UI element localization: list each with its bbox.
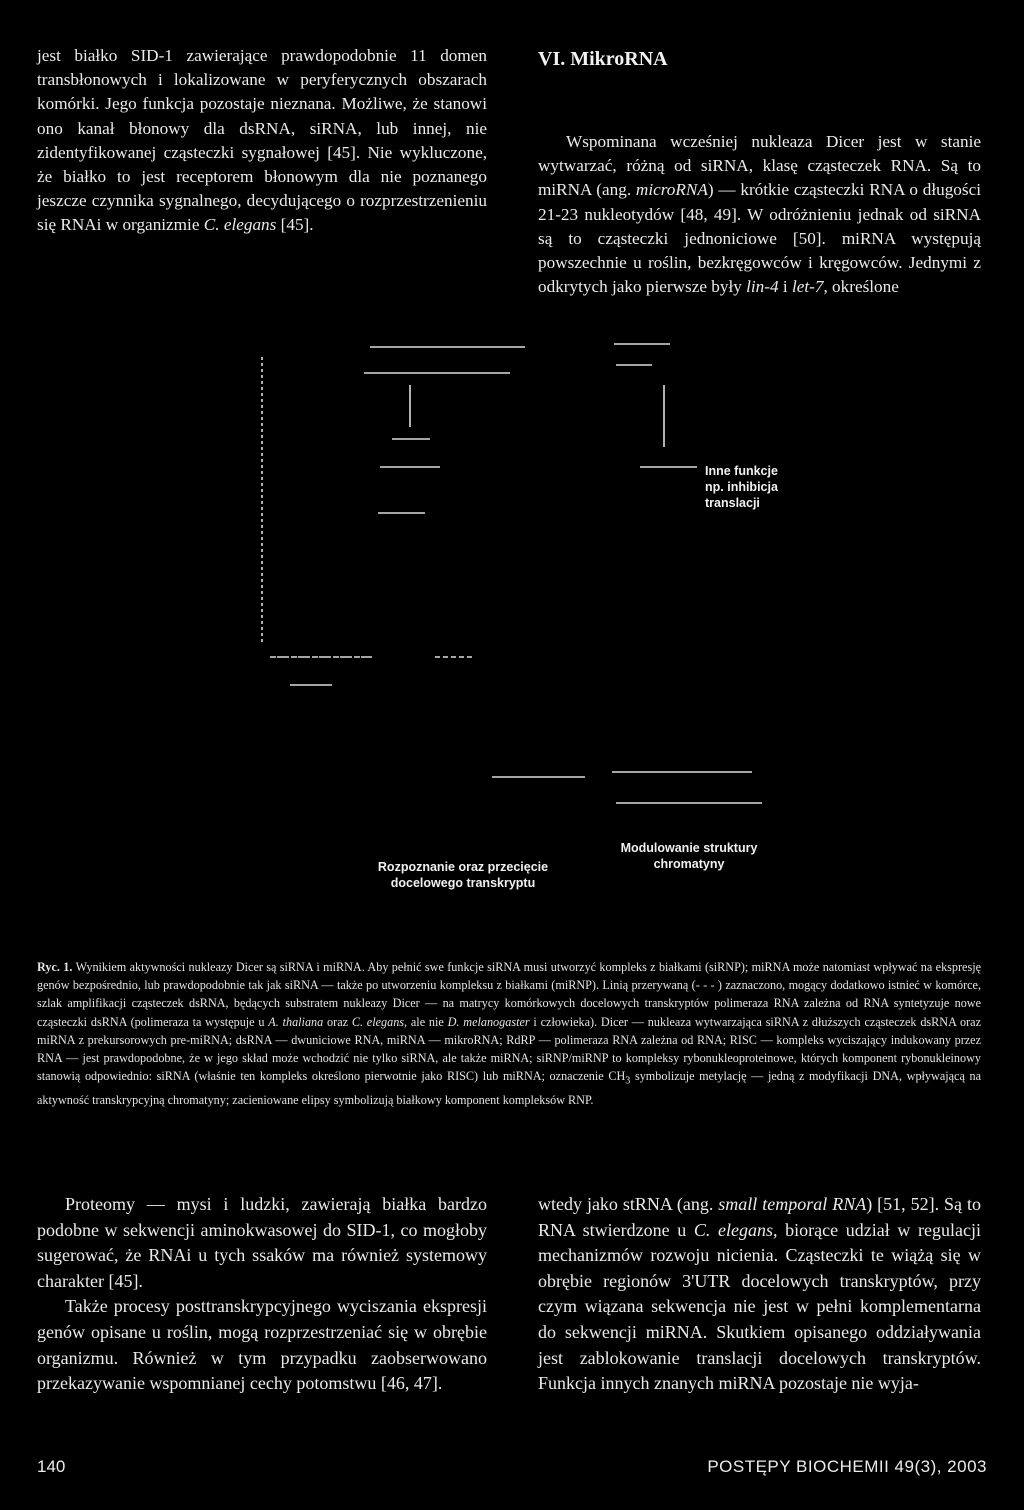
paragraph: Proteomy — mysi i ludzki, zawierają białka bardzo podobne w sekwencji aminokwasowej do SID-1, co mogłoby sugerować, że RNAi u tych ssaków ma również systemowy charakter [45]. [37, 1194, 487, 1291]
label-target-recognition: Rozpoznanie oraz przecięcie docelowego transkryptu [377, 860, 549, 890]
bottom-left-column [37, 1192, 487, 1397]
figure-caption: Ryc. 1. Wynikiem aktywności nukleazy Dicer są siRNA i miRNA. Aby pełnić swe funkcje siRNA musi utworzyć kompleks z białkami (siRNP); miRNA może natomiast wpływać na ekspresję genów bezpośrednio, lub prawdopodobnie tak jak siRNA — także po utworzeniu kompleksu z białkami (miRNP). Linią przerywaną (- - - ) zaznaczono, mogący dodatkowo istnieć w komórce, szlak amplifikacji cząsteczek dsRNA, będących substratem nukleazy Dicer — na matrycy komórkowych docelowych transkryptów polimeraza RNA zależna od RNA syntetyzuje nowe cząsteczki dsRNA (polimeraza ta występuje u A. thaliana oraz C. elegans, ale nie D. melanogaster i człowieka). Dicer — nukleaza wytwarzająca siRNA z dłuższych cząsteczek dsRNA oraz miRNA z prekursorowych pre-miRNA; dsRNA — dwuniciowe RNA, miRNA — mikroRNA; RdRP — polimeraza RNA zależna od RNA; RISC — kompleks wyciszający indukowany przez RNA — jest prawdopodobne, że w jego skład może wchodzić nie tylko siRNA, ale także miRNA; siRNP/miRNP to kompleksy rybonukleoproteinowe, których komponent rybonukleinowy stanowią odpowiednio: siRNA (właśnie ten kompleks określono pierwotnie jako RISC) lub miRNA; oznaczenie $CH_3$ symbolizuje metylację — jedną z modyfikacji DNA, wpływającą na aktywność transkrypcyjną chromatyny; zacieniowane elipsy symbolizują białkowy komponent kompleksów RNP. [37, 960, 982, 1107]
figure-diagram [0, 335, 1024, 945]
paragraph: wtedy jako stRNA (ang. small temporal RNA) [51, 52]. Są to RNA stwierdzone u C. elegans, biorące udział w regulacji mechanizmów rozwoju nicienia. Cząsteczki te wiążą się w obrębie regionów 3'UTR docelowych transkryptów, przy czym wiązana sekwencja nie jest w pełni komplementarna do sekwencji miRNA. Skutkiem opisanego oddziaływania jest zablokowanie translacji docelowych transkryptów. Funkcja innych znanych miRNA pozostaje nie wyja- [538, 1194, 981, 1394]
page-number: 140 [37, 1457, 66, 1476]
paragraph: Także procesy posttranskrypcyjnego wyciszania ekspresji genów opisane u roślin, mogą rozprzestrzeniać się w obrębie organizmu. Również w tym przypadku zaobserwowano przekazywanie wspomnianej cechy potomstwu [46, 47]. [37, 1296, 487, 1394]
bottom-right-column [538, 1192, 981, 1397]
label-other-functions: Inne funkcje np. inhibicja translacji [705, 464, 778, 510]
paragraph: Wspominana wcześniej nukleaza Dicer jest w stanie wytwarzać, różną od siRNA, klasę cząsteczek RNA. Są to miRNA (ang. microRNA) — krótkie cząsteczki RNA o długości 21-23 nukleotydów [48, 49]. W odróżnieniu jednak od siRNA są to cząsteczki jednoniciowe [50]. miRNA występują powszechnie u roślin, bezkręgowców i kręgowców. Jednymi z odkrytych jako pierwsze były lin-4 i let-7, określone [538, 132, 981, 297]
top-left-column [37, 44, 487, 238]
top-right-column [538, 130, 981, 299]
figure-1 [0, 335, 1024, 945]
section-heading: VI. MikroRNA [538, 48, 668, 70]
label-chromatin-modulation: Modulowanie struktury chromatyny [620, 841, 758, 871]
paragraph: jest białko SID-1 zawierające prawdopodobnie 11 domen transbłonowych i lokalizowane w peryferycznych obszarach komórki. Jego funkcja pozostaje nieznana. Możliwe, że stanowi ono kanał błonowy dla dsRNA, siRNA, lub innej, nie zidentyfikowanej cząsteczki sygnałowej [45]. Nie wykluczone, że białko to jest receptorem błonowym dla nie poznanego jeszcze czynnika sygnalnego, decydującego o rozprzestrzenieniu się RNAi w organizmie C. elegans [45]. [37, 46, 487, 235]
journal-name: POSTĘPY BIOCHEMII 49(3), 2003 [707, 1457, 987, 1476]
